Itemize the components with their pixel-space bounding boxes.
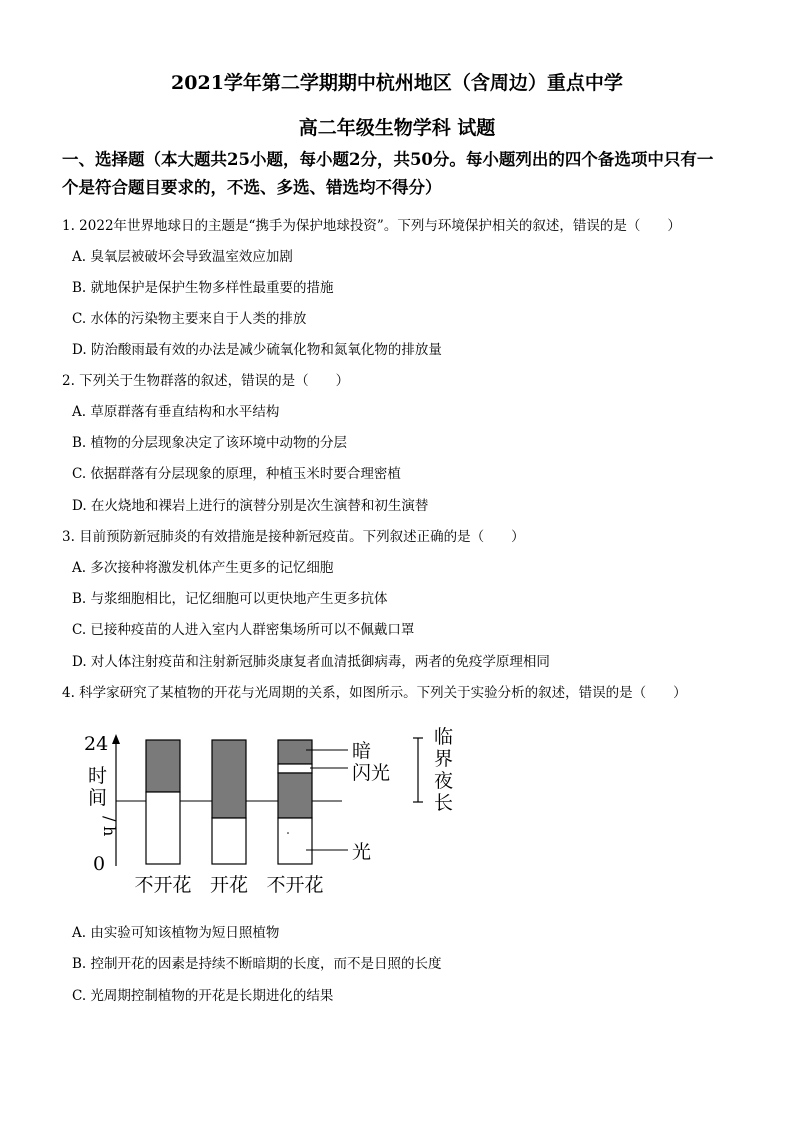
question-2-option-c: C. 依据群落有分层现象的原理，种植玉米时要合理密植: [72, 466, 401, 482]
bracket-label-char-1: 临: [434, 726, 454, 748]
bar-3-flash: [278, 764, 312, 773]
question-1-option-b: B. 就地保护是保护生物多样性最重要的措施: [72, 280, 334, 296]
question-2-stem: 2. 下列关于生物群落的叙述，错误的是（ ）: [62, 373, 350, 389]
question-4-option-a: A. 由实验可知该植物为短日照植物: [72, 925, 280, 941]
question-3-stem: 3. 目前预防新冠肺炎的有效措施是接种新冠疫苗。下列叙述正确的是（ ）: [62, 529, 525, 545]
exam-title-line1: 2021学年第二学期期中杭州地区（含周边）重点中学: [171, 72, 623, 94]
y-axis-arrow: [112, 734, 120, 744]
question-3-option-a: A. 多次接种将激发机体产生更多的记忆细胞: [72, 560, 334, 576]
question-4-option-b: B. 控制开花的因素是持续不断暗期的长度，而不是日照的长度: [72, 956, 442, 972]
question-3-option-d: D. 对人体注射疫苗和注射新冠肺炎康复者血清抵御病毒，两者的免疫学原理相同: [72, 654, 550, 670]
question-2-option-b: B. 植物的分层现象决定了该环境中动物的分层: [72, 435, 348, 451]
legend-flash-label: 闪光: [352, 762, 391, 784]
exam-title-line2: 高二年级生物学科 试题: [298, 117, 496, 139]
bracket-label-char-4: 长: [434, 792, 454, 814]
question-1-option-d: D. 防治酸雨最有效的办法是减少硫氧化物和氮氧化物的排放量: [72, 342, 442, 358]
bar-1-label: 不开花: [134, 874, 192, 896]
question-1-option-a: A. 臭氧层被破坏会导致温室效应加剧: [72, 249, 293, 265]
bar-2-label: 开花: [209, 874, 249, 896]
question-3-option-c: C. 已接种疫苗的人进入室内人群密集场所可以不佩戴口罩: [72, 622, 415, 638]
bar-3-dot: [287, 832, 289, 834]
question-4-option-c: C. 光周期控制植物的开花是长期进化的结果: [72, 988, 334, 1004]
y-axis-label-char-2: 间: [88, 787, 108, 809]
section-heading: [62, 146, 742, 202]
bar-3-dark-top: [278, 740, 312, 764]
bar-3-label: 不开花: [266, 874, 324, 896]
question-3-option-b: B. 与浆细胞相比，记忆细胞可以更快地产生更多抗体: [72, 591, 388, 607]
bar-1-dark: [146, 740, 180, 792]
bracket-label-char-2: 界: [434, 748, 454, 770]
question-1-stem: 1. 2022年世界地球日的主题是“携手为保护地球投资”。下列与环境保护相关的叙述，错误的是（ ）: [62, 218, 681, 234]
photoperiod-figure: [80, 720, 480, 900]
question-2-option-a: A. 草原群落有垂直结构和水平结构: [72, 404, 280, 420]
question-1-option-c: C. 水体的污染物主要来自于人类的排放: [72, 311, 307, 327]
section-heading-line2: 个是符合题目要求的，不选、多选、错选均不得分）: [62, 178, 442, 197]
bar-1-light: [146, 792, 180, 864]
y-top-tick-label: 24: [84, 733, 109, 755]
section-heading-line1: 一、选择题（本大题共25小题，每小题2分，共50分。每小题列出的四个备选项中只有一: [62, 150, 714, 169]
y-axis-label-char-4: h: [100, 826, 119, 837]
y-bottom-tick-label: 0: [93, 853, 106, 875]
question-2-option-d: D. 在火烧地和裸岩上进行的演替分别是次生演替和初生演替: [72, 498, 429, 514]
y-axis-label-char-1: 时: [88, 765, 108, 787]
bracket-label-char-3: 夜: [434, 770, 454, 792]
bar-2-light: [212, 818, 246, 864]
question-4-stem: 4. 科学家研究了某植物的开花与光周期的关系，如图所示。下列关于实验分析的叙述，错误的是（ ）: [62, 685, 687, 701]
legend-light-label: 光: [352, 841, 372, 863]
y-axis-label-char-3: /: [100, 816, 119, 822]
bar-3-dark-bottom: [278, 773, 312, 818]
bar-2-dark: [212, 740, 246, 818]
bar-3-light: [278, 818, 312, 864]
legend-dark-label: 暗: [352, 740, 372, 762]
